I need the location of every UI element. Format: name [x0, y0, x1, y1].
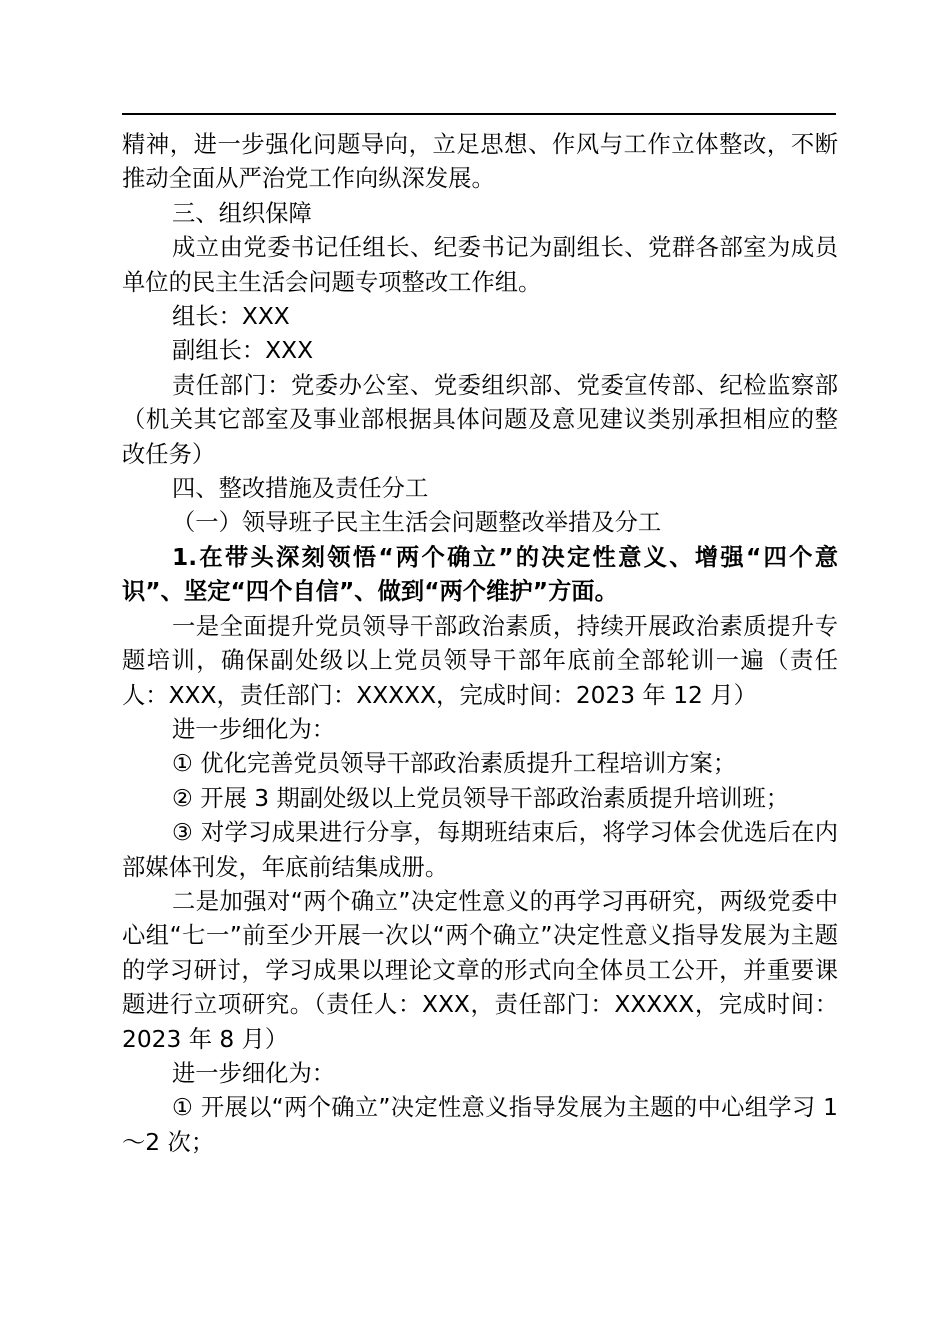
refinement-label-1: 进一步细化为： [172, 715, 336, 743]
deputy-group-leader: 副组长：XXX [172, 337, 314, 365]
paragraph-working-group: 成立由党委书记任组长、纪委书记为副组长、党群各部室为成员单位的民主生活会问题专项整改工作组。 [122, 234, 838, 296]
subsection-heading-leadership: （一）领导班子民主生活会问题整改举措及分工 [172, 509, 662, 537]
refinement-label-2: 进一步细化为： [172, 1059, 336, 1087]
paragraph-continuation: 精神，进一步强化问题导向，立足思想、作风与工作立体整改，不断推动全面从严治党工作向纵深发展。 [122, 131, 838, 193]
header-rule [122, 113, 836, 115]
group-leader: 组长：XXX [172, 303, 290, 331]
responsible-departments: 责任部门：党委办公室、党委组织部、党委宣传部、纪检监察部（机关其它部室及事业部根据具体问题及意见建议类别承担相应的整改任务） [122, 371, 838, 468]
measure-two: 二是加强对“两个确立”决定性意义的再学习再研究，两级党委中心组“七一”前至少开展一次以“两个确立”决定性意义指导发展为主题的学习研讨，学习成果以理论文章的形式向全体员工公开，并重要课题进行立项研究。（责任人：XXX，责任部门：XXXXX，完成时间：2023 年 8 月） [122, 887, 838, 1053]
refinement-item-2-1: ① 开展以“两个确立”决定性意义指导发展为主题的中心组学习 1～2 次； [122, 1094, 838, 1156]
refinement-item-1-3: ③ 对学习成果进行分享，每期班结束后，将学习体会优选后在内部媒体刊发，年底前结集成册。 [122, 819, 838, 881]
section-heading-measures: 四、整改措施及责任分工 [172, 475, 429, 503]
item-heading-1: 1.在带头深刻领悟“两个确立”的决定性意义、增强“四个意识”、坚定“四个自信”、做到“两个维护”方面。 [122, 543, 838, 606]
measure-one: 一是全面提升党员领导干部政治素质，持续开展政治素质提升专题培训，确保副处级以上党员领导干部年底前全部轮训一遍（责任人：XXX，责任部门：XXXXX，完成时间：2023 年 12 月） [122, 612, 838, 709]
document-body [122, 128, 838, 1160]
refinement-item-1-1: ① 优化完善党员领导干部政治素质提升工程培训方案； [172, 750, 737, 778]
refinement-item-1-2: ② 开展 3 期副处级以上党员领导干部政治素质提升培训班； [172, 784, 790, 812]
section-heading-organization: 三、组织保障 [172, 199, 312, 227]
